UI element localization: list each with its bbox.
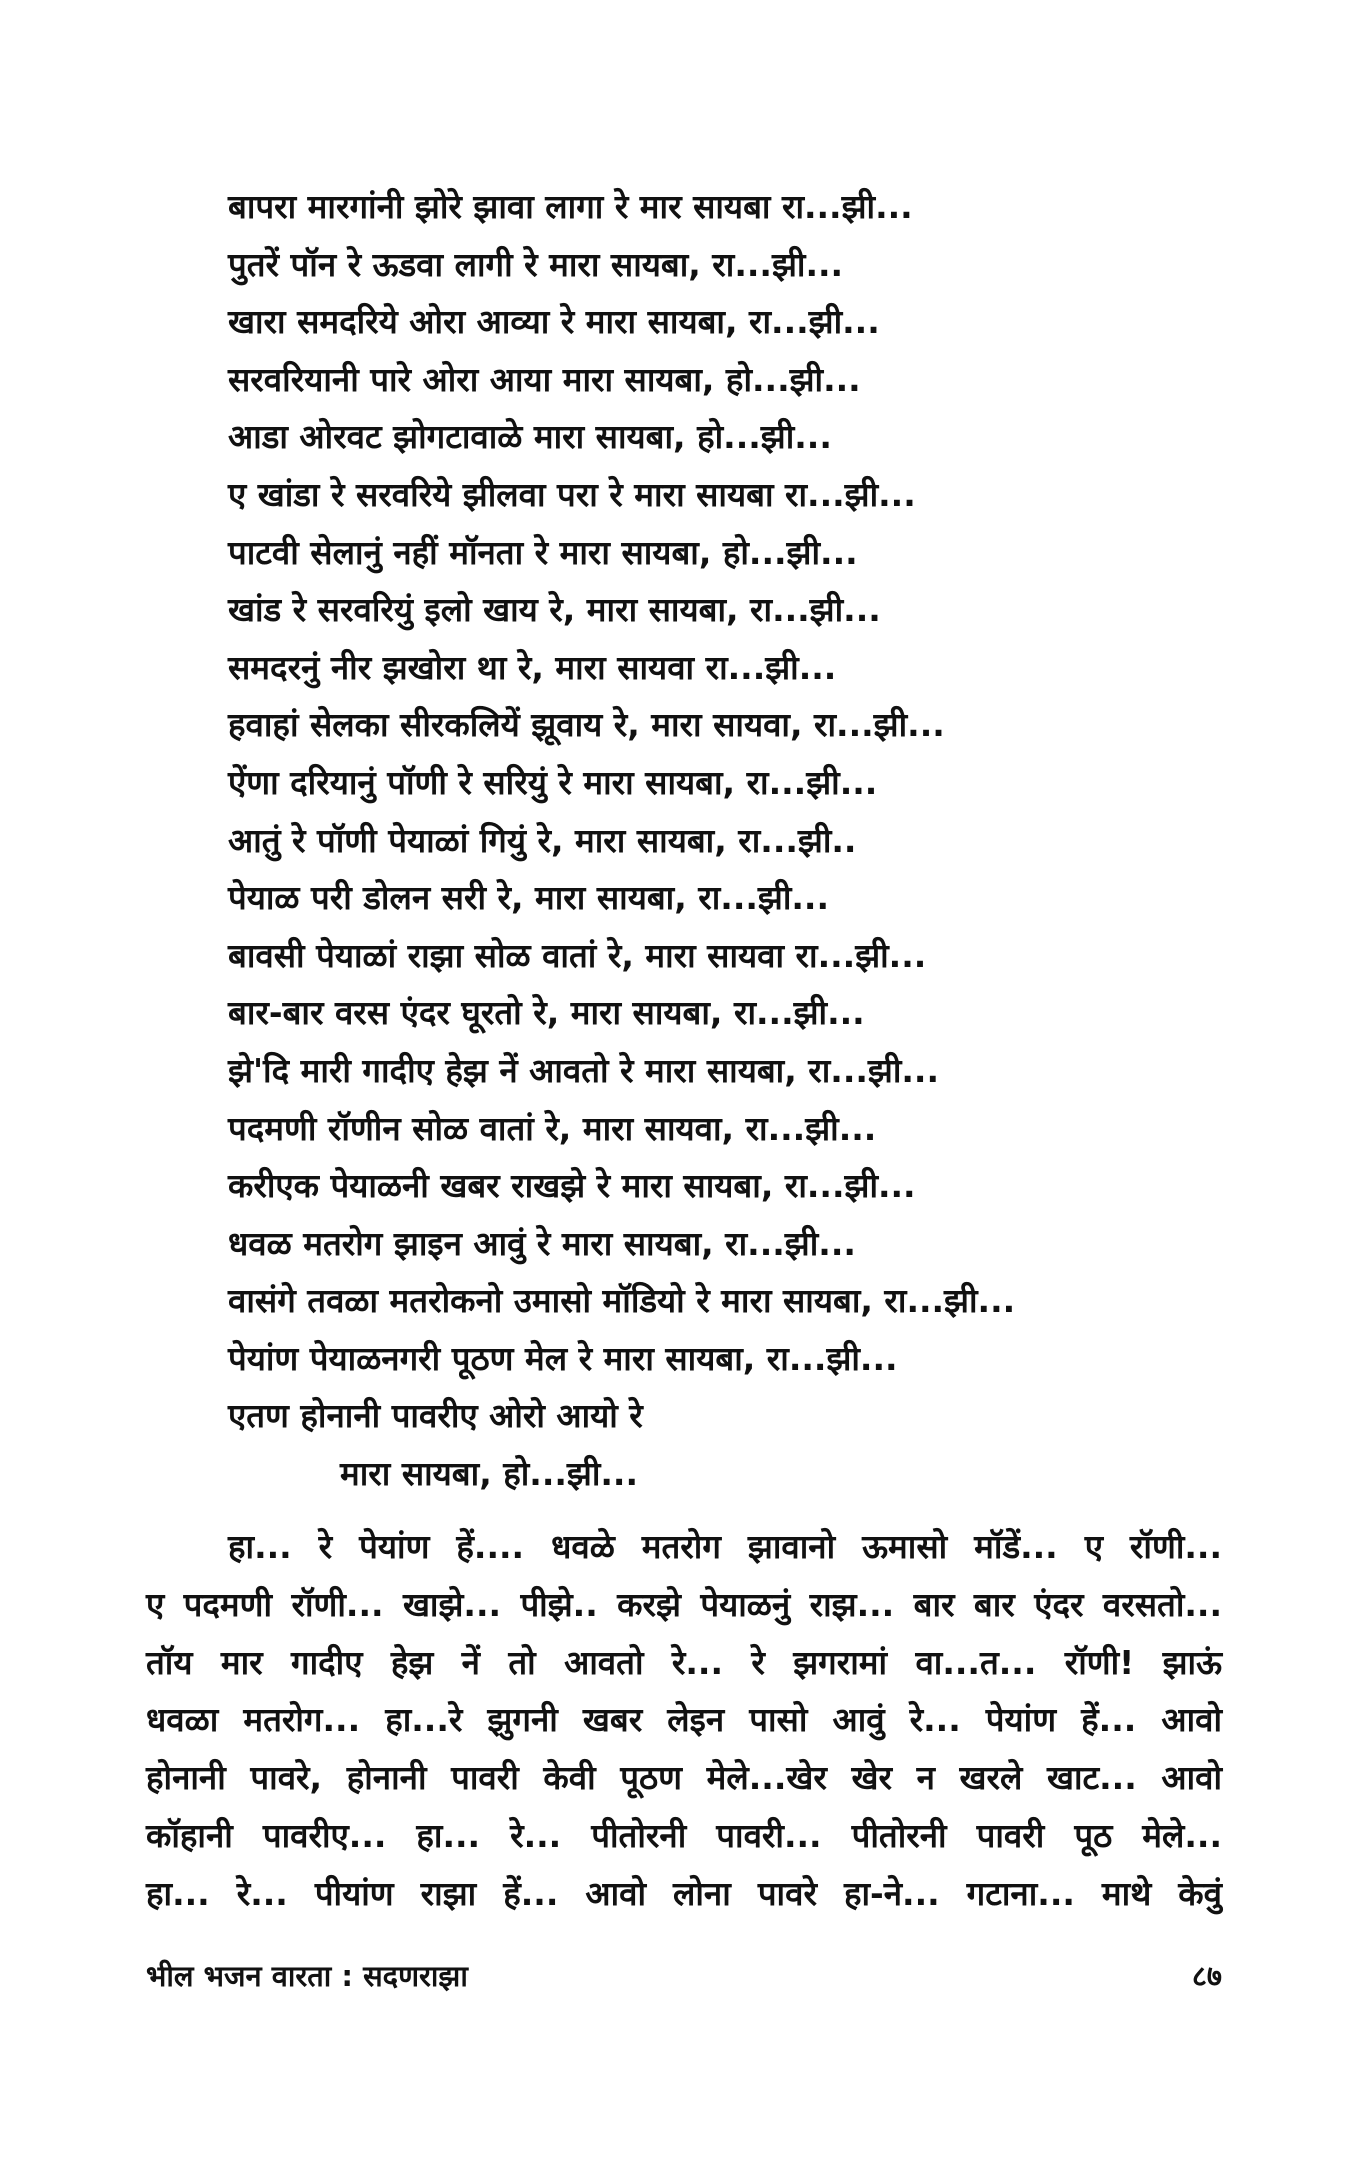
verse-line: पाटवी सेलानुं नहीं मॉनता रे मारा सायबा, हो...झी... bbox=[228, 532, 858, 572]
running-footer-title: भील भजन वारता : सदणराझा bbox=[146, 1959, 468, 1993]
verse-line: बापरा मारगांनी झोरे झावा लागा रे मार सायबा रा...झी... bbox=[228, 187, 913, 226]
verse-line: बावसी पेयाळां राझा सोळ वातां रे, मारा सायवा रा...झी... bbox=[228, 935, 927, 975]
verse-line: हवाहां सेलका सीरकलियें झूवाय रे, मारा सायवा, रा...झी... bbox=[228, 705, 945, 745]
verse-line: धवळ मतरोग झाइन आवुं रे मारा सायबा, रा...झी... bbox=[228, 1223, 856, 1263]
verse-line: पुतरें पॉन रे ऊडवा लागी रे मारा सायबा, रा...झी... bbox=[228, 244, 844, 284]
page-number: ८७ bbox=[1191, 1959, 1222, 1993]
prose-line: कॉहानी पावरीए... हा... रे... पीतोरनी पावरी... पीतोरनी पावरी पूठ मेले... bbox=[146, 1815, 1222, 1855]
prose-paragraph bbox=[146, 1518, 1222, 1923]
verse-block bbox=[228, 178, 1228, 1503]
prose-line: तॉय मार गादीए हेझ नें तो आवतो रे... रे झगरामां वा...त... रॉणी! झाऊं bbox=[146, 1642, 1222, 1682]
verse-line: पेयाळ परी डोलन सरी रे, मारा सायबा, रा...झी... bbox=[228, 878, 829, 918]
prose-line: होनानी पावरे, होनानी पावरी केवी पूठण मेले...खेर खेर न खरले खाट... आवो bbox=[146, 1758, 1222, 1798]
verse-line: एतण होनानी पावरीए ओरो आयो रे bbox=[228, 1396, 643, 1436]
page-footer bbox=[146, 1952, 1222, 2000]
verse-line: समदरनुं नीर झखोरा था रे, मारा सायवा रा...झी... bbox=[228, 647, 837, 687]
verse-line: खांड रे सरवरियुं इलो खाय रे, मारा सायबा, रा...झी... bbox=[228, 590, 881, 630]
verse-line: आडा ओरवट झोगटावाळे मारा सायबा, हो...झी... bbox=[228, 417, 832, 457]
verse-line: ऐंणा दरियानुं पॉणी रे सरियुं रे मारा सायबा, रा...झी... bbox=[228, 762, 878, 802]
prose-line: हा... रे... पीयांण राझा हें... आवो लोना पावरे हा-ने... गटाना... माथे केवुं bbox=[146, 1873, 1222, 1913]
verse-line: सरवरियानी पारे ओरा आया मारा सायबा, हो...झी... bbox=[228, 359, 861, 399]
verse-line: झे'दि मारी गादीए हेझ नें आवतो रे मारा सायबा, रा...झी... bbox=[228, 1050, 940, 1090]
verse-line: खारा समदरिये ओरा आव्या रे मारा सायबा, रा...झी... bbox=[228, 302, 880, 342]
verse-line-continuation: मारा सायबा, हो...झी... bbox=[340, 1454, 639, 1494]
verse-line: आतुं रे पॉणी पेयाळां गियुं रे, मारा सायबा, रा...झी.. bbox=[228, 820, 857, 860]
verse-line: बार-बार वरस एंदर घूरतो रे, मारा सायबा, रा...झी... bbox=[228, 993, 865, 1033]
verse-line: वासंगे तवळा मतरोकनो उमासो मॉडियो रे मारा सायबा, रा...झी... bbox=[228, 1281, 1016, 1321]
prose-line: धवळा मतरोग... हा...रे झुगनी खबर लेइन पासो आवुं रे... पेयांण हें... आवो bbox=[146, 1700, 1222, 1740]
verse-line: ए खांडा रे सरवरिये झीलवा परा रे मारा सायबा रा...झी... bbox=[228, 474, 916, 514]
prose-line: ए पदमणी रॉणी... खाझे... पीझे.. करझे पेयाळनुं राझ... बार बार एंदर वरसतो... bbox=[146, 1584, 1222, 1624]
prose-line: हा... रे पेयांण हें.... धवळे मतरोग झावानो ऊमासो मॉडें... ए रॉणी... bbox=[228, 1527, 1222, 1566]
verse-line: पदमणी रॉणीन सोळ वातां रे, मारा सायवा, रा...झी... bbox=[228, 1108, 877, 1148]
verse-line: पेयांण पेयाळनगरी पूठण मेल रे मारा सायबा, रा...झी... bbox=[228, 1338, 898, 1378]
verse-line: करीएक पेयाळनी खबर राखझे रे मारा सायबा, रा...झी... bbox=[228, 1166, 916, 1206]
